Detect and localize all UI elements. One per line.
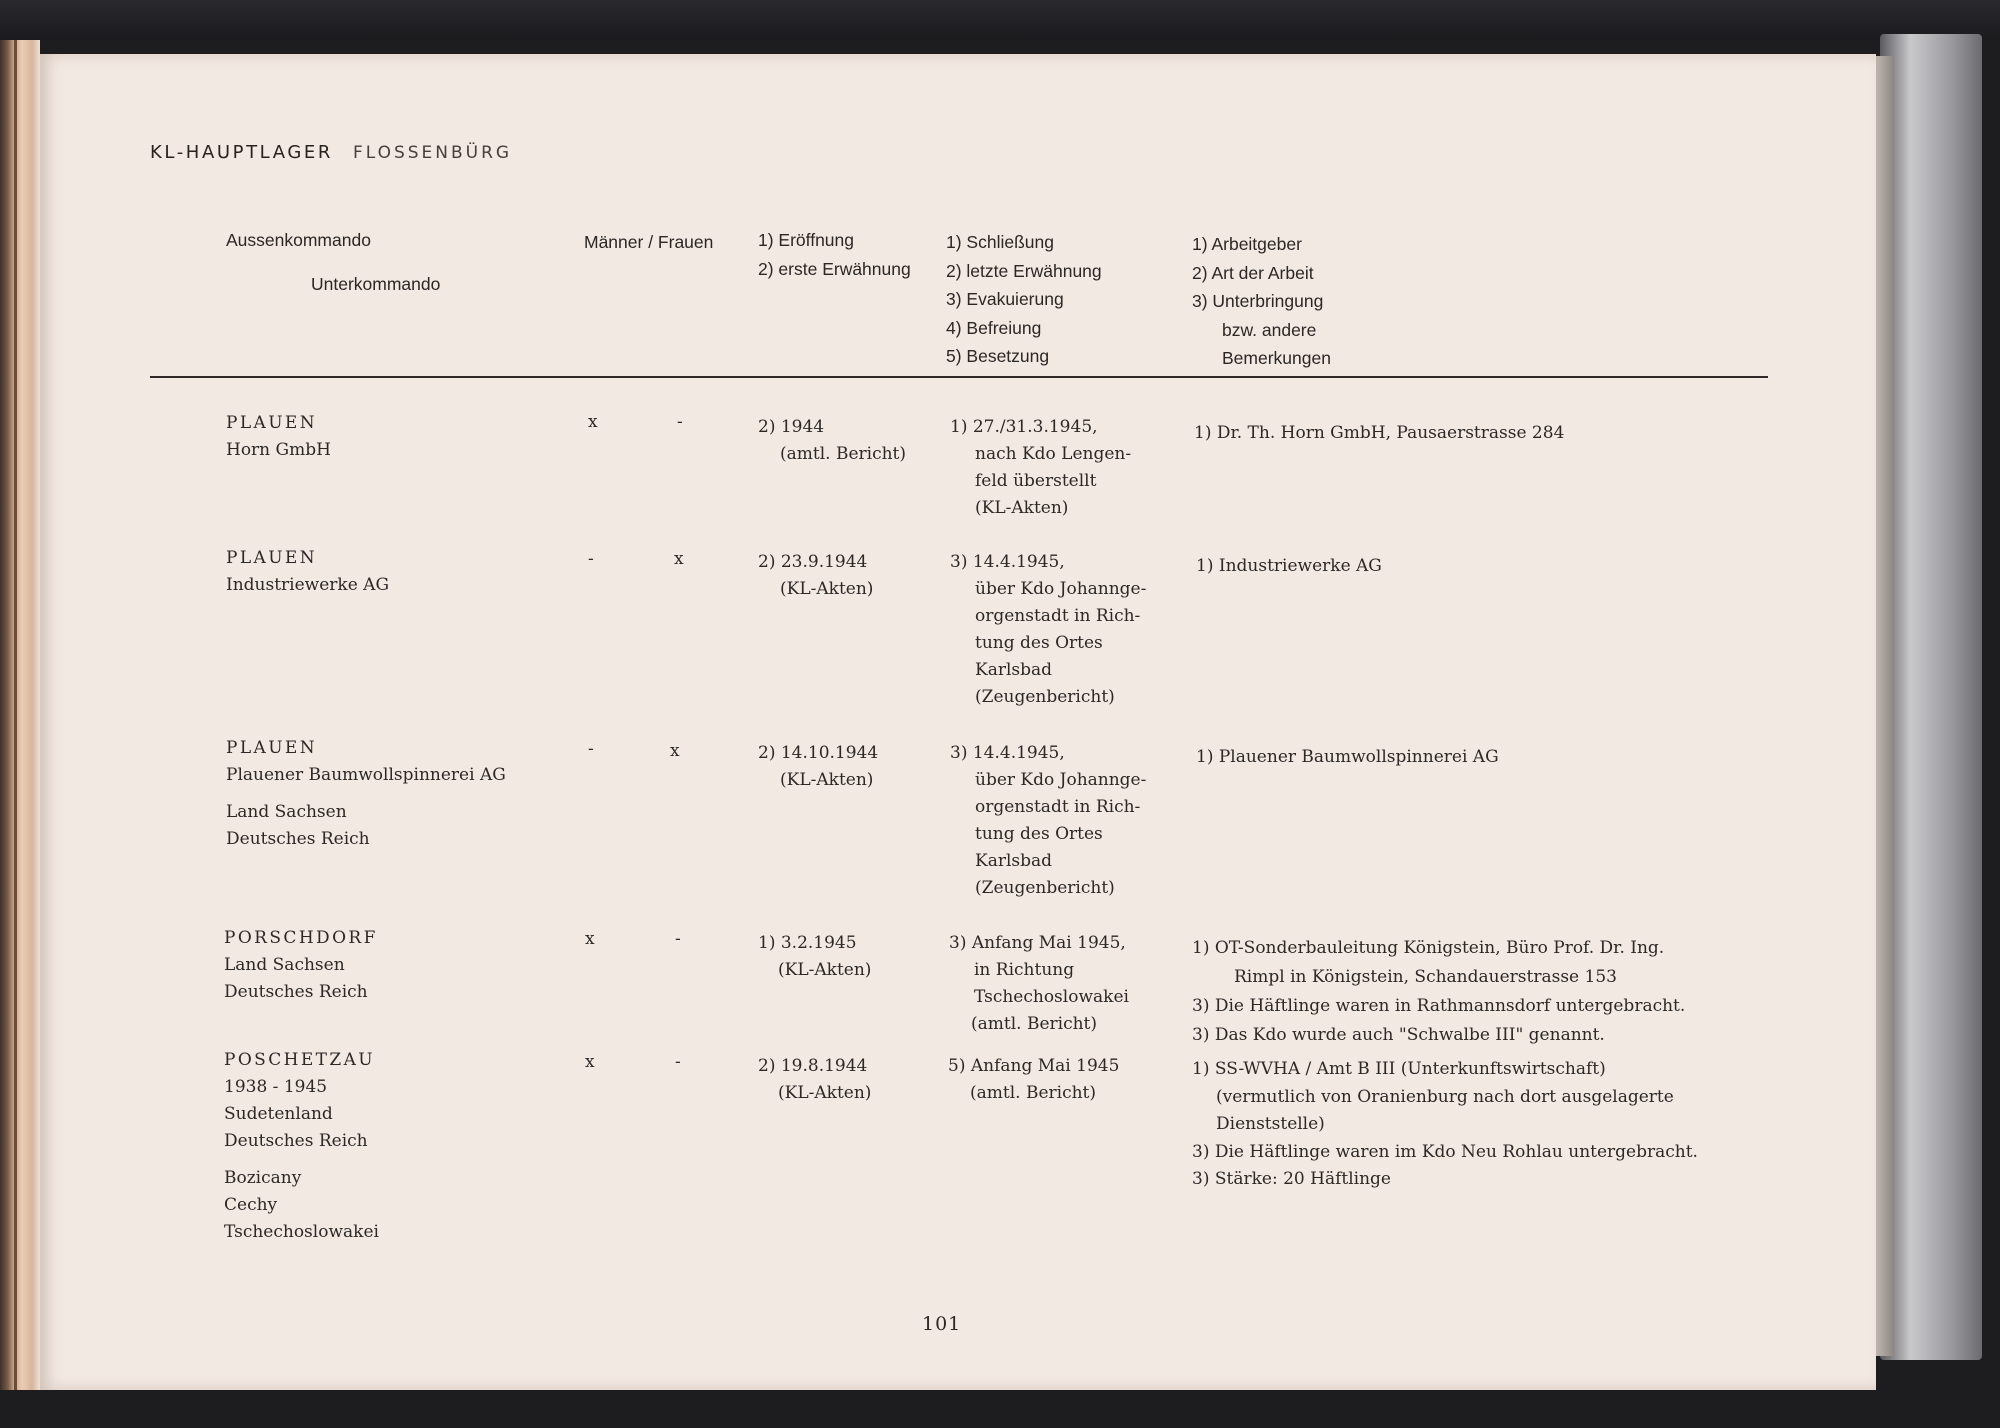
column-eroeffnung-line: 2) erste Erwähnung [758, 258, 911, 279]
eroeffnung-line: (KL-Akten) [778, 960, 872, 980]
arbeit-line: 1) OT-Sonderbauleitung Königstein, Büro Prof. Dr. Ing. [1192, 938, 1665, 958]
schliessung-line: orgenstadt in Rich- [975, 797, 1141, 817]
schliessung-line: 1) 27./31.3.1945, [950, 417, 1098, 437]
column-schliessung-line: 4) Befreiung [946, 317, 1042, 338]
schliessung-line: (Zeugenbericht) [975, 878, 1115, 898]
schliessung-line: tung des Ortes [975, 633, 1103, 653]
page-header [150, 142, 512, 163]
column-arbeit-line: 1) Arbeitgeber [1192, 234, 1302, 254]
row-2-eroeffnung [758, 549, 873, 603]
row-3-eroeffnung [758, 740, 878, 794]
row-5-frauen: - [675, 1052, 681, 1072]
eroeffnung-line: (KL-Akten) [778, 1083, 872, 1103]
row-4-location [224, 925, 378, 1006]
page-number: 101 [922, 1313, 962, 1335]
schliessung-line: (amtl. Bericht) [971, 1014, 1098, 1034]
column-eroeffnung-line: 1) Eröffnung [758, 230, 854, 250]
location-line: Tschechoslowakei [224, 1222, 379, 1242]
row-1-eroeffnung [758, 414, 906, 468]
schliessung-line: (KL-Akten) [975, 498, 1069, 518]
column-geschlecht-label: Männer / Frauen [584, 232, 714, 252]
header-camp: FLOSSENBÜRG [352, 143, 513, 163]
arbeit-line: 3) Stärke: 20 Häftlinge [1192, 1169, 1391, 1189]
arbeit-line: (vermutlich von Oranienburg nach dort ausgelagerte [1216, 1086, 1674, 1107]
column-schliessung-line: 1) Schließung [946, 232, 1054, 252]
column-arbeit-line: Bemerkungen [1222, 348, 1331, 368]
row-5-schliessung [948, 1053, 1119, 1107]
schliessung-line: über Kdo Johannge- [975, 579, 1147, 599]
row-1-arbeit [1194, 420, 1564, 447]
row-3-arbeit [1196, 744, 1499, 771]
arbeit-line: Rimpl in Königstein, Schandauerstrasse 153 [1234, 967, 1617, 987]
row-2-frauen: x [674, 549, 684, 569]
schliessung-line: nach Kdo Lengen- [975, 444, 1132, 464]
location-line: Plauener Baumwollspinnerei AG [226, 765, 506, 785]
row-3-frauen: x [670, 741, 680, 761]
column-arbeit-line: 3) Unterbringung [1192, 291, 1324, 311]
location-line: Deutsches Reich [226, 829, 370, 849]
eroeffnung-line: 2) 1944 [758, 417, 825, 437]
row-1-schliessung [950, 414, 1131, 522]
location-line: Bozicany [224, 1168, 302, 1188]
row-4-frauen: - [675, 929, 681, 949]
eroeffnung-line: (KL-Akten) [780, 770, 874, 790]
spine-line [14, 40, 17, 1390]
row-2-arbeit [1196, 553, 1382, 580]
row-1-maenner: x [588, 412, 598, 432]
row-2-location [226, 545, 389, 599]
column-schliessung-line: 2) letzte Erwähnung [946, 260, 1102, 281]
row-3-location [226, 735, 506, 853]
column-schliessung [946, 228, 1102, 371]
eroeffnung-line: 2) 23.9.1944 [758, 552, 868, 572]
eroeffnung-line: (KL-Akten) [780, 579, 874, 599]
header-title: KL-HAUPTLAGER [150, 142, 333, 163]
location-line: Industriewerke AG [226, 575, 390, 595]
column-arbeit [1192, 230, 1331, 373]
column-arbeit-line: 2) Art der Arbeit [1192, 262, 1314, 283]
location-line: Cechy [224, 1195, 278, 1215]
schliessung-line: 3) Anfang Mai 1945, [949, 933, 1126, 953]
column-schliessung-line: 3) Evakuierung [946, 289, 1064, 309]
location-line: Deutsches Reich [224, 1131, 368, 1151]
arbeit-line: 1) Plauener Baumwollspinnerei AG [1196, 747, 1499, 767]
location-line: Horn GmbH [226, 440, 331, 460]
row-5-arbeit [1192, 1056, 1698, 1194]
row-4-maenner: x [585, 929, 595, 949]
row-4-schliessung [949, 930, 1129, 1038]
header-rule [150, 376, 1768, 378]
schliessung-line: über Kdo Johannge- [975, 770, 1147, 790]
row-4-eroeffnung [758, 930, 871, 984]
schliessung-line: feld überstellt [975, 471, 1097, 491]
column-arbeit-line: bzw. andere [1222, 319, 1317, 340]
arbeit-line: 3) Das Kdo wurde auch "Schwalbe III" genannt. [1192, 1025, 1605, 1045]
schliessung-line: 3) 14.4.1945, [950, 743, 1065, 763]
eroeffnung-line: 2) 19.8.1944 [758, 1056, 868, 1076]
book-spine [0, 40, 40, 1390]
row-3-maenner: - [588, 739, 594, 759]
arbeit-line: Dienststelle) [1216, 1114, 1325, 1134]
schliessung-line: 3) 14.4.1945, [950, 552, 1065, 572]
location-name: PLAUEN [226, 548, 318, 568]
location-line: Land Sachsen [224, 955, 345, 975]
schliessung-line: in Richtung [974, 960, 1075, 980]
background-top [0, 0, 2000, 40]
row-2-schliessung [950, 549, 1146, 711]
column-schliessung-line: 5) Besetzung [946, 346, 1050, 366]
arbeit-line: 1) Industriewerke AG [1196, 556, 1382, 576]
column-kommando [226, 226, 440, 298]
row-5-maenner: x [585, 1052, 595, 1072]
row-2-maenner: - [588, 549, 594, 569]
location-name: POSCHETZAU [224, 1050, 376, 1070]
column-eroeffnung [758, 226, 911, 283]
location-line: Deutsches Reich [224, 982, 368, 1002]
eroeffnung-line: (amtl. Bericht) [780, 444, 907, 464]
row-1-location [226, 410, 331, 464]
schliessung-line: orgenstadt in Rich- [975, 606, 1141, 626]
arbeit-line: 1) Dr. Th. Horn GmbH, Pausaerstrasse 284 [1194, 423, 1565, 443]
schliessung-line: Karlsbad [975, 660, 1053, 680]
location-name: PORSCHDORF [224, 928, 378, 948]
column-kommando-line1: Aussenkommando [226, 230, 371, 250]
column-kommando-line2: Unterkommando [311, 273, 441, 294]
row-3-schliessung [950, 740, 1146, 902]
row-5-eroeffnung [758, 1053, 871, 1107]
book-cover-edge [1880, 34, 1982, 1360]
location-name: PLAUEN [226, 738, 318, 758]
schliessung-line: Tschechoslowakei [974, 987, 1129, 1007]
column-geschlecht [584, 228, 713, 257]
location-line: 1938 - 1945 [224, 1077, 328, 1097]
row-1-frauen: - [677, 412, 683, 432]
schliessung-line: (amtl. Bericht) [970, 1083, 1097, 1103]
schliessung-line: (Zeugenbericht) [975, 687, 1115, 707]
arbeit-line: 1) SS-WVHA / Amt B III (Unterkunftswirtschaft) [1192, 1059, 1606, 1079]
schliessung-line: tung des Ortes [975, 824, 1103, 844]
schliessung-line: Karlsbad [975, 851, 1053, 871]
location-line: Land Sachsen [226, 802, 347, 822]
schliessung-line: 5) Anfang Mai 1945 [948, 1056, 1120, 1076]
eroeffnung-line: 2) 14.10.1944 [758, 743, 879, 763]
row-5-location [224, 1047, 379, 1246]
location-line: Sudetenland [224, 1104, 333, 1124]
arbeit-line: 3) Die Häftlinge waren in Rathmannsdorf untergebracht. [1192, 996, 1686, 1016]
row-4-arbeit [1192, 934, 1685, 1050]
location-name: PLAUEN [226, 413, 318, 433]
eroeffnung-line: 1) 3.2.1945 [758, 933, 857, 953]
arbeit-line: 3) Die Häftlinge waren im Kdo Neu Rohlau untergebracht. [1192, 1141, 1698, 1162]
